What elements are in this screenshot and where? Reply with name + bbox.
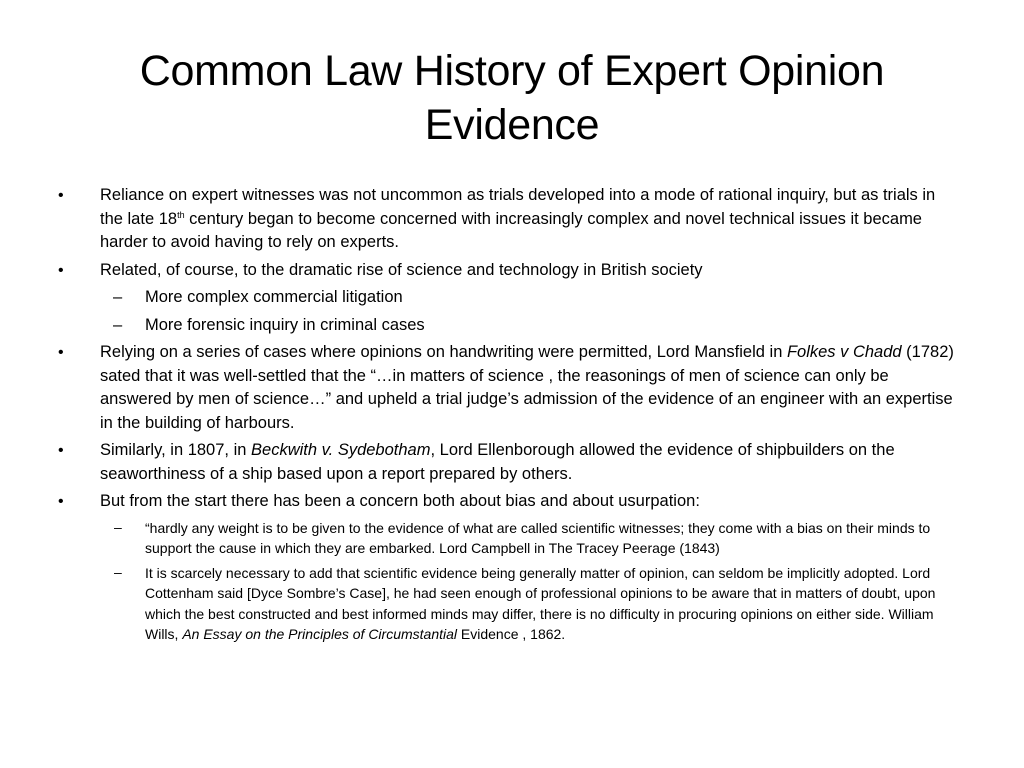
bullet-text-continued: century began to become concerned with increasingly complex and novel technical issues it became harder to avoid having to rely on experts.	[100, 209, 922, 251]
bullet-rise-of-science	[58, 259, 958, 283]
superscript-th: th	[177, 209, 185, 220]
bullet-marker: •	[58, 344, 64, 361]
slide-body	[58, 184, 958, 649]
bullet-text: But from the start there has been a concern both about bias and about usurpation:	[100, 492, 700, 510]
quote-lord-campbell	[58, 518, 958, 559]
bullet-marker: •	[58, 187, 64, 204]
bullet-marker: •	[58, 442, 64, 459]
dash-marker: –	[113, 315, 123, 334]
book-title-italic: An Essay on the Principles of Circumstantial	[182, 626, 458, 642]
title-line-1: Common Law History of Expert Opinion	[139, 47, 885, 95]
bullet-bias-and-usurpation	[58, 490, 958, 514]
quote-text: “hardly any weight is to be given to the evidence of what are called scientific witnesses; they come with a bias on their minds to support the cause in which they are embarked. Lord Campbell in The Tracey Peerage (1843)	[145, 519, 931, 556]
sub-bullet-commercial-litigation	[58, 286, 958, 310]
sub-bullet-text: More complex commercial litigation	[145, 288, 403, 306]
bullet-text-continued: (1782) sated that it was well-settled that the “…in matters of science , the reasonings of men of science can only be answered by men of science…” and upheld a trial judge’s admission of the evidence of an engineer with an expertise in the building of harbours.	[100, 343, 954, 432]
title-line-2: Evidence	[424, 101, 600, 149]
bullet-beckwith-v-sydebotham	[58, 439, 958, 486]
slide-title	[60, 44, 964, 152]
bullet-reliance-on-experts	[58, 184, 958, 255]
quote-william-wills	[58, 563, 958, 645]
bullet-text: Related, of course, to the dramatic rise of science and technology in British society	[100, 260, 703, 279]
bullet-marker: •	[58, 493, 64, 510]
sub-bullet-text: More forensic inquiry in criminal cases	[145, 315, 425, 334]
sub-bullet-forensic-inquiry	[58, 314, 958, 338]
bullet-folkes-v-chadd	[58, 341, 958, 435]
dash-marker: –	[114, 518, 122, 535]
case-name-italic: Folkes v Chadd	[786, 343, 902, 361]
bullet-text-continued: , Lord Ellenborough allowed the evidence of shipbuilders on the seaworthiness of a ship based upon a report prepared by others.	[100, 441, 895, 483]
quote-text-continued: Evidence , 1862.	[457, 626, 566, 642]
quote-text: It is scarcely necessary to add that scientific evidence being generally matter of opinion, can seldom be implicitly adopted. Lord Cottenham said [Dyce Sombre’s Case], he had seen enough of professional opinions to be aware that in matters of doubt, upon which the best constructed and best informed minds may differ, there is no difficulty in procuring opinions on either side. William Wills,	[145, 564, 936, 642]
dash-marker: –	[113, 288, 123, 306]
case-name-italic: Beckwith v. Sydebotham	[251, 441, 431, 459]
bullet-text: Relying on a series of cases where opinions on handwriting were permitted, Lord Mansfield in	[100, 343, 787, 361]
dash-marker: –	[114, 563, 122, 580]
bullet-text: Reliance on expert witnesses was not uncommon as trials developed into a mode of rational inquiry, but as trials in the late 18	[100, 186, 936, 228]
bullet-marker: •	[58, 261, 64, 279]
bullet-text: Similarly, in 1807, in	[100, 441, 252, 459]
